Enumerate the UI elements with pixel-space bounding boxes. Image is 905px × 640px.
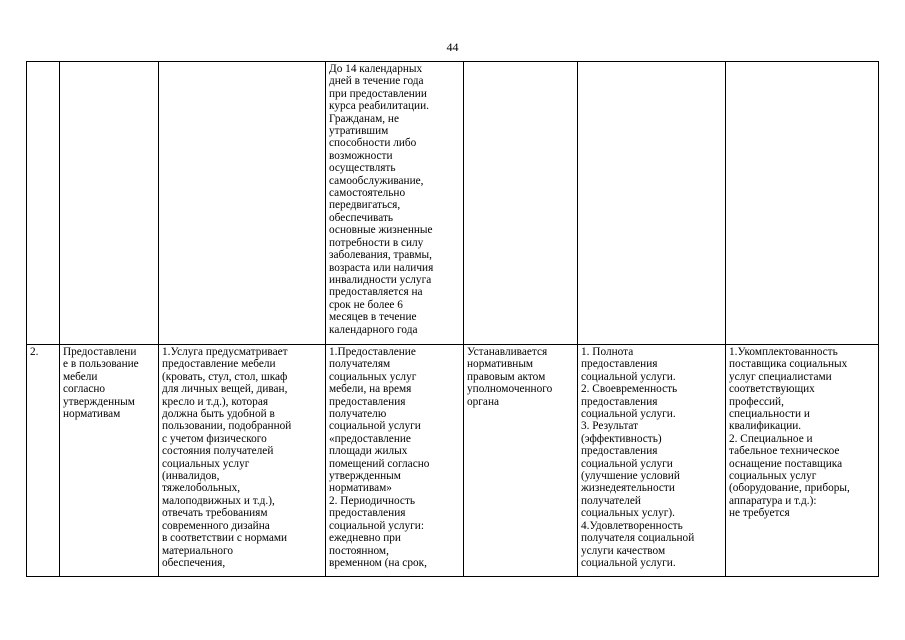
row2-description-cell: 1.Услуга предусматривает предоставление мебели (кровать, стул, стол, шкаф для личных вещей, диван, кресло и т.д.), которая должна быть удобной в пользовании, подобранной с учетом физического состояния получателей социальных услуг (инвалидов, тяжелобольных, малоподвижных и т.д.), отвечать требованиям современного дизайна в соответствии с нормами материального обеспечения, — [159, 345, 326, 577]
row1-terms-cell: До 14 календарных дней в течение года при предоставлении курса реабилитации. Гражданам, не утратившим способности либо возможности осуществлять самообслуживание, самостоятельно передвигаться, обеспечивать основные жизненные потребности в силу заболевания, травмы, возраста или наличия инвалидности услуга предоставляется на срок не более 6 месяцев в течение календарного года — [326, 62, 464, 345]
row1-conditions-cell — [726, 62, 879, 345]
page-number: 44 — [446, 40, 459, 54]
services-table — [26, 61, 879, 577]
row1-service-name-cell — [60, 62, 159, 345]
row2-terms-cell: 1.Предоставление получателям социальных услуг мебели, на время предоставления получателю социальной услуги «предоставление площади жилых помещений согласно утвержденным нормативам» 2. Периодичность предоставления социальной услуги: ежедневно при постоянном, временном (на срок, — [326, 345, 464, 577]
row1-quality-cell — [578, 62, 726, 345]
row1-tariff-cell — [464, 62, 578, 345]
table-row — [27, 345, 879, 577]
table-row — [27, 62, 879, 345]
row2-number-cell: 2. — [27, 345, 60, 577]
row1-description-cell — [159, 62, 326, 345]
row2-conditions-cell: 1.Укомплектованность поставщика социальных услуг специалистами соответствующих профессий, специальности и квалификации. 2. Специальное и табельное техническое оснащение поставщика социальных услуг (оборудование, приборы, аппаратура и т.д.): не требуется — [726, 345, 879, 577]
row2-tariff-cell: Устанавливается нормативным правовым актом уполномоченного органа — [464, 345, 578, 577]
row2-quality-cell: 1. Полнота предоставления социальной услуги. 2. Своевременность предоставления социальной услуги. 3. Результат (эффективность) предоставления социальной услуги (улучшение условий жизнедеятельности получателей социальных услуг). 4.Удовлетворенность получателя социальной услуги качеством социальной услуги. — [578, 345, 726, 577]
row2-service-name-cell: Предоставлени е в пользование мебели согласно утвержденным нормативам — [60, 345, 159, 577]
row1-number-cell — [27, 62, 60, 345]
